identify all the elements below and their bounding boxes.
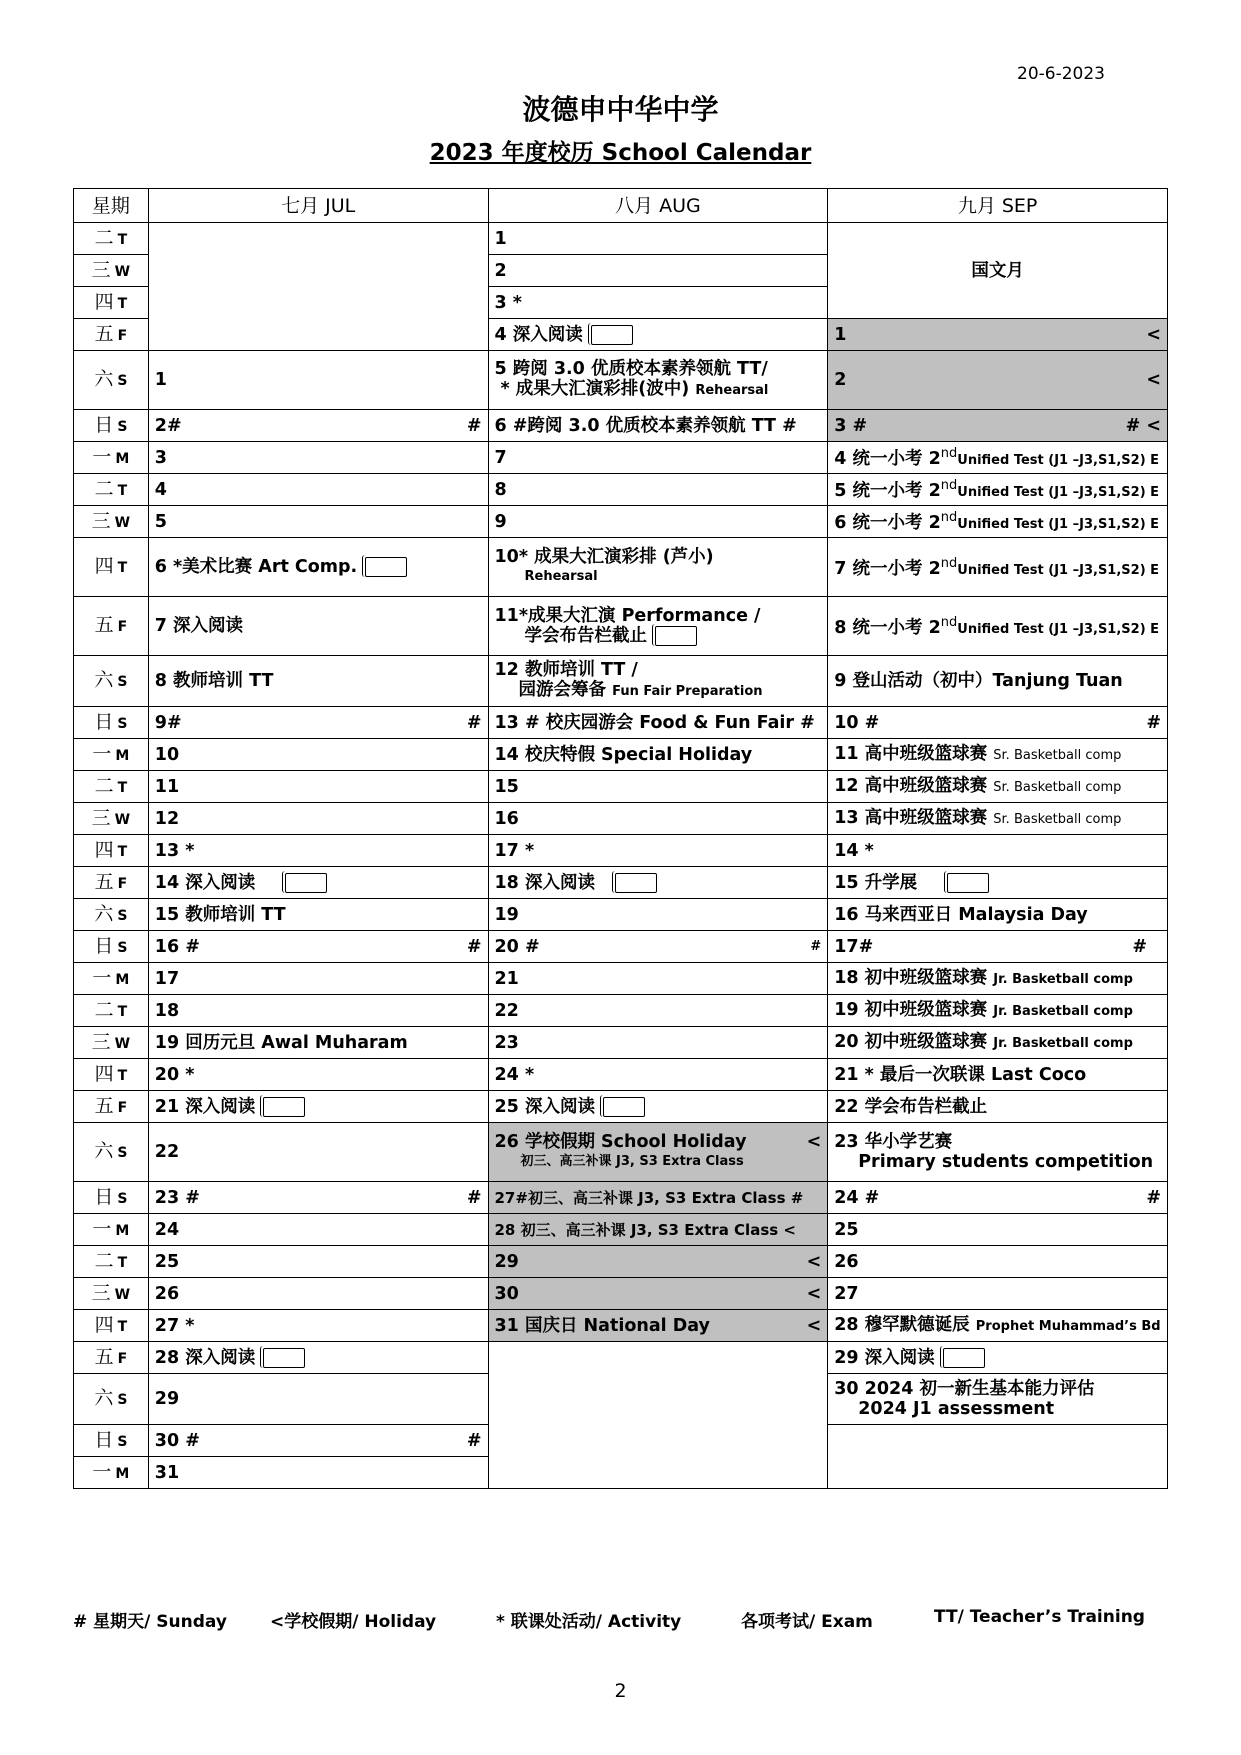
table-row [74, 1342, 1168, 1374]
table-row [74, 223, 1168, 255]
table-row [74, 656, 1168, 707]
aug-cell: 17 * [488, 835, 828, 867]
weekday-cell: 一 M [74, 739, 149, 771]
jul-cell: 8 教师培训 TT [148, 656, 488, 707]
weekday-cell: 四 T [74, 287, 149, 319]
weekday-cell: 日 S [74, 1425, 149, 1457]
weekday-cell: 六 S [74, 1374, 149, 1425]
jul-cell: 24 [148, 1214, 488, 1246]
weekday-cell: 三 W [74, 1278, 149, 1310]
jul-cell: 13 * [148, 835, 488, 867]
sep-cell: 12 高中班级篮球赛 Sr. Basketball comp [828, 771, 1168, 803]
scroll-icon [591, 325, 633, 345]
jul-cell: 27 * [148, 1310, 488, 1342]
weekday-cell: 五 F [74, 1342, 149, 1374]
jul-cell: 11 [148, 771, 488, 803]
sep-cell: 22 学会布告栏截止 [828, 1091, 1168, 1123]
weekday-cell: 二 T [74, 771, 149, 803]
weekday-cell: 五 F [74, 319, 149, 351]
sep-cell: 4 统一小考 2ndUnified Test (J1 –J3,S1,S2) E [828, 442, 1168, 474]
weekday-cell: 六 S [74, 899, 149, 931]
weekday-cell: 四 T [74, 835, 149, 867]
aug-cell: 13 # 校庆园游会 Food & Fun Fair # [488, 707, 828, 739]
sep-cell: 24 # # [828, 1182, 1168, 1214]
jul-cell: 23 # # [148, 1182, 488, 1214]
aug-cell: 15 [488, 771, 828, 803]
table-row [74, 1182, 1168, 1214]
weekday-cell: 二 T [74, 474, 149, 506]
weekday-cell: 二 T [74, 1246, 149, 1278]
aug-cell: 24 * [488, 1059, 828, 1091]
table-row [74, 803, 1168, 835]
aug-cell: 1 [488, 223, 828, 255]
aug-cell: 19 [488, 899, 828, 931]
table-row [74, 707, 1168, 739]
sep-cell: 11 高中班级篮球赛 Sr. Basketball comp [828, 739, 1168, 771]
sep-empty-cell [828, 1425, 1168, 1489]
scroll-icon [603, 1097, 645, 1117]
scroll-icon [263, 1097, 305, 1117]
sep-month-label: 国文月 [828, 223, 1168, 319]
jul-cell: 25 [148, 1246, 488, 1278]
sep-cell: 25 [828, 1214, 1168, 1246]
sep-cell: 16 马来西亚日 Malaysia Day [828, 899, 1168, 931]
aug-cell: 26 学校假期 School Holiday < 初三、高三补课 J3, S3 Extra Class [488, 1123, 828, 1182]
weekday-cell: 五 F [74, 597, 149, 656]
weekday-cell: 六 S [74, 1123, 149, 1182]
jul-cell: 17 [148, 963, 488, 995]
table-row [74, 1278, 1168, 1310]
sep-cell: 8 统一小考 2ndUnified Test (J1 –J3,S1,S2) E [828, 597, 1168, 656]
weekday-cell: 四 T [74, 1059, 149, 1091]
table-row [74, 867, 1168, 899]
document-date: 20-6-2023 [1017, 64, 1105, 84]
header-sep: 九月 SEP [828, 189, 1168, 223]
aug-cell: 22 [488, 995, 828, 1027]
table-row [74, 597, 1168, 656]
sep-cell: 9 登山活动（初中）Tanjung Tuan [828, 656, 1168, 707]
jul-cell: 7 深入阅读 [148, 597, 488, 656]
aug-cell: 27#初三、高三补课 J3, S3 Extra Class # [488, 1182, 828, 1214]
header-jul: 七月 JUL [148, 189, 488, 223]
weekday-cell: 一 M [74, 442, 149, 474]
jul-cell: 20 * [148, 1059, 488, 1091]
table-row [74, 1091, 1168, 1123]
jul-cell: 3 [148, 442, 488, 474]
table-row [74, 1310, 1168, 1342]
aug-empty-cell [488, 1342, 828, 1489]
aug-cell: 30 < [488, 1278, 828, 1310]
sep-cell: 18 初中班级篮球赛 Jr. Basketball comp [828, 963, 1168, 995]
aug-cell: 12 教师培训 TT / 园游会筹备 Fun Fair Preparation [488, 656, 828, 707]
legend [73, 1607, 1168, 1632]
aug-cell: 3 * [488, 287, 828, 319]
sep-cell: 13 高中班级篮球赛 Sr. Basketball comp [828, 803, 1168, 835]
aug-cell: 8 [488, 474, 828, 506]
sep-cell: 21 * 最后一次联课 Last Coco [828, 1059, 1168, 1091]
header-row [74, 189, 1168, 223]
aug-cell: 20 # # [488, 931, 828, 963]
table-row [74, 442, 1168, 474]
jul-cell: 6 *美术比赛 Art Comp. [148, 538, 488, 597]
table-row [74, 538, 1168, 597]
header-aug: 八月 AUG [488, 189, 828, 223]
aug-cell: 2 [488, 255, 828, 287]
weekday-cell: 一 M [74, 1214, 149, 1246]
jul-cell: 1 [148, 351, 488, 410]
weekday-cell: 三 W [74, 803, 149, 835]
weekday-cell: 三 W [74, 1027, 149, 1059]
table-row [74, 1214, 1168, 1246]
aug-cell: 14 校庆特假 Special Holiday [488, 739, 828, 771]
legend-sunday: # 星期天/ Sunday [73, 1612, 227, 1632]
table-row [74, 771, 1168, 803]
aug-cell: 4 深入阅读 [488, 319, 828, 351]
jul-cell: 21 深入阅读 [148, 1091, 488, 1123]
sep-cell: 5 统一小考 2ndUnified Test (J1 –J3,S1,S2) E [828, 474, 1168, 506]
sep-cell: 20 初中班级篮球赛 Jr. Basketball comp [828, 1027, 1168, 1059]
weekday-cell: 三 W [74, 506, 149, 538]
jul-cell: 31 [148, 1457, 488, 1489]
aug-cell: 10* 成果大汇演彩排 (芦小) Rehearsal [488, 538, 828, 597]
sep-cell: 14 * [828, 835, 1168, 867]
school-calendar-table [73, 188, 1168, 1489]
weekday-cell: 六 S [74, 351, 149, 410]
weekday-cell: 一 M [74, 1457, 149, 1489]
jul-cell: 16 # # [148, 931, 488, 963]
jul-cell: 18 [148, 995, 488, 1027]
jul-cell: 14 深入阅读 [148, 867, 488, 899]
aug-cell: 7 [488, 442, 828, 474]
weekday-cell: 二 T [74, 995, 149, 1027]
jul-cell: 30 # # [148, 1425, 488, 1457]
school-name: 波德申中华中学 [522, 93, 719, 126]
weekday-cell: 三 W [74, 255, 149, 287]
legend-exam: 各项考试/ Exam [741, 1612, 873, 1632]
aug-cell: 11*成果大汇演 Performance / 学会布告栏截止 [488, 597, 828, 656]
sep-cell: 19 初中班级篮球赛 Jr. Basketball comp [828, 995, 1168, 1027]
sep-cell: 28 穆罕默德诞辰 Prophet Muhammad’s Bd [828, 1310, 1168, 1342]
table-row [74, 474, 1168, 506]
scroll-icon [365, 557, 407, 577]
weekday-cell: 四 T [74, 538, 149, 597]
scroll-icon [615, 873, 657, 893]
scroll-icon [943, 1348, 985, 1368]
sep-cell: 26 [828, 1246, 1168, 1278]
weekday-cell: 日 S [74, 410, 149, 442]
legend-tt: TT/ Teacher’s Training [934, 1607, 1145, 1627]
aug-cell: 18 深入阅读 [488, 867, 828, 899]
legend-activity: * 联课处活动/ Activity [496, 1612, 682, 1632]
weekday-cell: 五 F [74, 867, 149, 899]
table-row [74, 1246, 1168, 1278]
weekday-cell: 五 F [74, 1091, 149, 1123]
weekday-cell: 日 S [74, 931, 149, 963]
table-row [74, 835, 1168, 867]
table-row [74, 931, 1168, 963]
jul-cell: 9# # [148, 707, 488, 739]
legend-holiday: <学校假期/ Holiday [270, 1612, 437, 1632]
calendar-title: 2023 年度校历 School Calendar [429, 140, 812, 166]
aug-cell: 29 < [488, 1246, 828, 1278]
aug-cell: 25 深入阅读 [488, 1091, 828, 1123]
sep-cell: 3 # # < [828, 410, 1168, 442]
sep-cell: 29 深入阅读 [828, 1342, 1168, 1374]
jul-empty-cell [148, 223, 488, 351]
aug-cell: 31 国庆日 National Day < [488, 1310, 828, 1342]
weekday-cell: 二 T [74, 223, 149, 255]
sep-cell: 10 # # [828, 707, 1168, 739]
jul-cell: 10 [148, 739, 488, 771]
scroll-icon [947, 873, 989, 893]
table-row [74, 899, 1168, 931]
sep-cell: 15 升学展 [828, 867, 1168, 899]
jul-cell: 26 [148, 1278, 488, 1310]
sep-cell: 2 < [828, 351, 1168, 410]
header-week: 星期 [74, 189, 149, 223]
aug-cell: 28 初三、高三补课 J3, S3 Extra Class < [488, 1214, 828, 1246]
sep-cell: 17# # [828, 931, 1168, 963]
table-row [74, 739, 1168, 771]
aug-cell: 16 [488, 803, 828, 835]
sep-cell: 30 2024 初一新生基本能力评估 2024 J1 assessment [828, 1374, 1168, 1425]
table-row [74, 1123, 1168, 1182]
table-row [74, 995, 1168, 1027]
jul-cell: 4 [148, 474, 488, 506]
sep-cell: 27 [828, 1278, 1168, 1310]
table-row [74, 410, 1168, 442]
jul-cell: 5 [148, 506, 488, 538]
jul-cell: 15 教师培训 TT [148, 899, 488, 931]
weekday-cell: 日 S [74, 1182, 149, 1214]
sep-cell: 23 华小学艺赛 Primary students competition [828, 1123, 1168, 1182]
aug-cell: 5 跨阅 3.0 优质校本素养领航 TT/ * 成果大汇演彩排(波中) Rehearsal [488, 351, 828, 410]
table-row [74, 506, 1168, 538]
jul-cell: 22 [148, 1123, 488, 1182]
table-row [74, 1027, 1168, 1059]
aug-cell: 23 [488, 1027, 828, 1059]
jul-cell: 12 [148, 803, 488, 835]
jul-cell: 28 深入阅读 [148, 1342, 488, 1374]
page-number: 2 [614, 1680, 627, 1702]
weekday-cell: 一 M [74, 963, 149, 995]
scroll-icon [655, 626, 697, 646]
table-row [74, 1059, 1168, 1091]
table-row [74, 963, 1168, 995]
weekday-cell: 日 S [74, 707, 149, 739]
aug-cell: 9 [488, 506, 828, 538]
jul-cell: 29 [148, 1374, 488, 1425]
aug-cell: 6 #跨阅 3.0 优质校本素养领航 TT # [488, 410, 828, 442]
jul-cell: 19 回历元旦 Awal Muharam [148, 1027, 488, 1059]
weekday-cell: 四 T [74, 1310, 149, 1342]
scroll-icon [263, 1348, 305, 1368]
jul-cell: 2# # [148, 410, 488, 442]
weekday-cell: 六 S [74, 656, 149, 707]
sep-cell: 1 < [828, 319, 1168, 351]
table-row [74, 351, 1168, 410]
sep-cell: 7 统一小考 2ndUnified Test (J1 –J3,S1,S2) E [828, 538, 1168, 597]
sep-cell: 6 统一小考 2ndUnified Test (J1 –J3,S1,S2) E [828, 506, 1168, 538]
aug-cell: 21 [488, 963, 828, 995]
scroll-icon [285, 873, 327, 893]
